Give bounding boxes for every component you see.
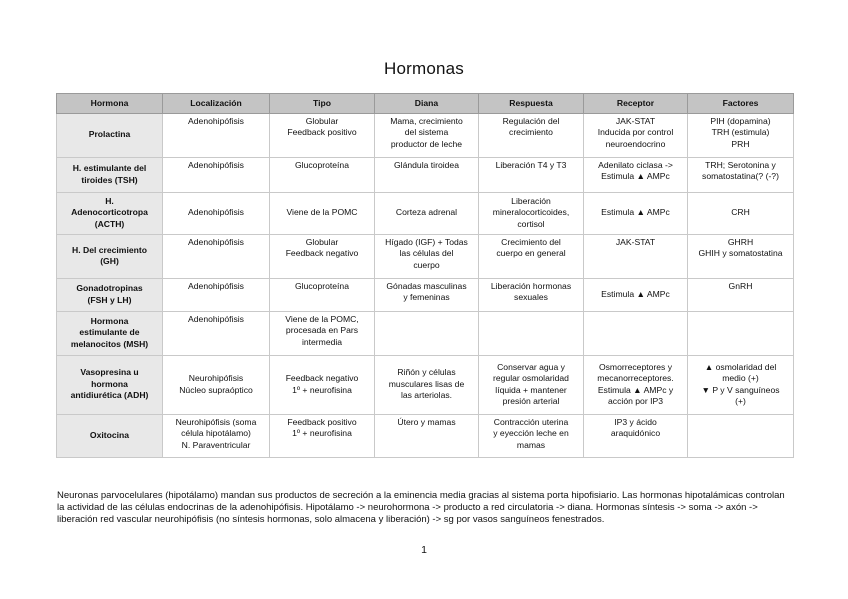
hormone-name-cell <box>57 158 163 193</box>
cell-line: mamas <box>516 439 546 450</box>
cell-line: Hígado (IGF) + Todas <box>385 237 468 247</box>
cell-line: presión arterial <box>502 395 560 406</box>
cell-line: PRH <box>731 138 750 149</box>
cell-line: Estimula ▲ AMPc y <box>597 384 674 395</box>
localizacion-cell <box>163 158 270 193</box>
receptor-cell <box>584 279 688 312</box>
cell-line: (GH) <box>100 256 119 266</box>
cell-line: Globular <box>305 116 339 126</box>
diana-cell <box>375 114 479 158</box>
cell-line: Feedback negativo <box>285 248 359 259</box>
cell-line: Regulación del <box>502 116 560 126</box>
cell-line: neuroendocrino <box>605 138 666 149</box>
cell-line: estimulante de <box>79 327 140 338</box>
cell-line: líquida + mantener <box>495 384 567 395</box>
cell-line: del sistema <box>404 127 449 138</box>
cell-line: cuerpo <box>413 259 440 270</box>
table-row <box>57 158 794 193</box>
cell-line: Mama, crecimiento <box>390 116 463 126</box>
cell-line: JAK-STAT <box>615 237 656 247</box>
cell-line: (+) <box>735 395 746 406</box>
cell-line: hormona <box>91 378 128 389</box>
diana-cell <box>375 312 479 356</box>
cell-line: sexuales <box>514 292 548 303</box>
cell-line: antidiurética (ADH) <box>70 390 149 401</box>
cell-line: PIH (dopamina) <box>710 116 771 126</box>
table-row <box>57 312 794 356</box>
cell-line: JAK-STAT <box>615 116 656 126</box>
receptor-cell <box>584 312 688 356</box>
respuesta-cell <box>479 312 584 356</box>
tipo-cell <box>270 114 375 158</box>
cell-line: crecimiento <box>509 127 553 138</box>
column-header-diana: Diana <box>375 94 479 114</box>
cell-line: araquidónico <box>610 428 661 439</box>
cell-line: (FSH y LH) <box>87 294 132 305</box>
table-header-row <box>57 94 794 114</box>
cell-line: 1º + neurofisina <box>292 384 352 395</box>
cell-line: Útero y mamas <box>397 417 456 427</box>
cell-line: Liberación <box>511 195 551 206</box>
tipo-cell <box>270 415 375 458</box>
table-row <box>57 279 794 312</box>
cell-line: GnRH <box>728 281 753 291</box>
column-header-factores: Factores <box>688 94 794 114</box>
table-row <box>57 415 794 458</box>
respuesta-cell <box>479 158 584 193</box>
cell-line: procesada en Pars <box>285 325 359 336</box>
cell-line: Prolactina <box>88 129 131 140</box>
cell-line: Glándula tiroidea <box>394 160 459 170</box>
respuesta-cell <box>479 114 584 158</box>
cell-line: cuerpo en general <box>496 248 566 259</box>
localizacion-cell <box>163 312 270 356</box>
hormone-name-cell <box>57 114 163 158</box>
cell-line: GHIH y somatostatina <box>698 248 783 259</box>
column-header-hormona: Hormona <box>57 94 163 114</box>
column-header-receptor: Receptor <box>584 94 688 114</box>
diana-cell <box>375 235 479 279</box>
cell-line: Crecimiento del <box>501 237 561 247</box>
cell-line: H. <box>105 195 114 206</box>
cell-line: Feedback positivo <box>287 127 357 138</box>
cell-line: Conservar agua y <box>497 361 565 372</box>
cell-line: y femeninas <box>403 292 450 303</box>
cell-line: tiroides (TSH) <box>81 174 138 185</box>
cell-line: Feedback positivo <box>287 417 357 427</box>
cell-line: Adenocorticotropa <box>71 207 148 218</box>
cell-line: 1º + neurofisina <box>292 428 352 439</box>
cell-line: Adenohipófisis <box>188 160 244 170</box>
cell-line: Gónadas masculinas <box>386 281 467 291</box>
cell-line: Contracción uterina <box>493 417 569 427</box>
cell-line: Liberación hormonas <box>490 281 572 291</box>
cell-line: (ACTH) <box>94 218 125 229</box>
cell-line: Feedback negativo <box>285 373 359 384</box>
factores-cell <box>688 158 794 193</box>
respuesta-cell <box>479 193 584 235</box>
tipo-cell <box>270 193 375 235</box>
cell-line: Osmorreceptores y <box>598 361 673 372</box>
factores-cell <box>688 356 794 415</box>
cell-line: GHRH <box>727 237 754 247</box>
localizacion-cell <box>163 193 270 235</box>
hormone-name-cell <box>57 193 163 235</box>
receptor-cell <box>584 356 688 415</box>
cell-line: CRH <box>731 207 750 218</box>
cell-line: Oxitocina <box>89 429 130 440</box>
cell-line: Estimula ▲ AMPc <box>601 171 670 182</box>
respuesta-cell <box>479 356 584 415</box>
diana-cell <box>375 193 479 235</box>
cell-line: Adenohipófisis <box>188 116 244 126</box>
cell-line: Gonadotropinas <box>76 283 143 294</box>
respuesta-cell <box>479 235 584 279</box>
table-row <box>57 114 794 158</box>
tipo-cell <box>270 235 375 279</box>
hormones-table <box>56 93 794 458</box>
cell-line: Adenohipófisis <box>188 281 244 291</box>
cell-line: Glucoproteína <box>295 160 349 170</box>
column-header-tipo: Tipo <box>270 94 375 114</box>
cell-line: Glucoproteína <box>295 281 349 291</box>
cell-line: mineralocorticoides, <box>492 207 570 218</box>
receptor-cell <box>584 193 688 235</box>
localizacion-cell <box>163 415 270 458</box>
cell-line: las arteriolas. <box>400 390 453 401</box>
factores-cell <box>688 235 794 279</box>
cell-line: Globular <box>305 237 339 247</box>
cell-line: N. Paraventricular <box>181 439 251 450</box>
hormone-name-cell <box>57 415 163 458</box>
receptor-cell <box>584 235 688 279</box>
cell-line: medio (+) <box>722 373 759 384</box>
receptor-cell <box>584 158 688 193</box>
diana-cell <box>375 356 479 415</box>
respuesta-cell <box>479 279 584 312</box>
factores-cell <box>688 193 794 235</box>
diana-cell <box>375 279 479 312</box>
cell-line: regular osmolaridad <box>493 373 569 384</box>
cell-line: cortisol <box>517 218 545 229</box>
hormone-name-cell <box>57 356 163 415</box>
page-number: 1 <box>421 544 427 556</box>
cell-line: somatostatina(? (-?) <box>702 171 779 182</box>
cell-line: productor de leche <box>390 138 463 149</box>
tipo-cell <box>270 356 375 415</box>
cell-line: TRH; Serotonina y <box>705 160 776 170</box>
cell-line: Adenilato ciclasa -> <box>598 160 673 170</box>
factores-cell <box>688 312 794 356</box>
cell-line: Riñón y células <box>397 367 456 378</box>
cell-line: intermedia <box>301 336 343 347</box>
receptor-cell <box>584 415 688 458</box>
cell-line: melanocitos (MSH) <box>70 338 149 349</box>
cell-line: Neurohipófisis <box>188 373 244 384</box>
footer-paragraph: Neuronas parvocelulares (hipotálamo) mandan sus productos de secreción a la eminencia media gracias al sistema porta hipofisiario. Las hormonas hipotalámicas controlan la actividad de las células endocrinas de la adenohipófisis. Hipotálamo -> neurohormona -> producto a red circulatoria -> diana. Hormonas síntesis -> soma -> axón -> liberación red vascular neurohipófisis (no síntesis hormonas, solo almacena y liberación) -> sg por vasos sanguíneos fenestrados. <box>57 490 785 525</box>
diana-cell <box>375 415 479 458</box>
page-title: Hormonas <box>383 59 465 78</box>
cell-line: IP3 y ácido <box>614 417 657 427</box>
factores-cell <box>688 415 794 458</box>
localizacion-cell <box>163 235 270 279</box>
cell-line: y eyección leche en <box>493 428 569 439</box>
cell-line: Neurohipófisis (soma <box>175 417 257 427</box>
cell-line: Adenohipófisis <box>188 207 244 218</box>
cell-line: TRH (estimula) <box>711 127 770 138</box>
hormone-name-cell <box>57 279 163 312</box>
respuesta-cell <box>479 415 584 458</box>
cell-line: musculares lisas de <box>388 378 465 389</box>
cell-line: Adenohipófisis <box>188 314 244 324</box>
localizacion-cell <box>163 114 270 158</box>
cell-line: Estimula ▲ AMPc <box>601 207 670 218</box>
cell-line: Vasopresina u <box>80 367 139 378</box>
cell-line: ▲ osmolaridad del <box>704 361 777 372</box>
cell-line: Adenohipófisis <box>188 237 244 247</box>
cell-line: Núcleo supraóptico <box>179 384 253 395</box>
column-header-respuesta: Respuesta <box>479 94 584 114</box>
hormone-name-cell <box>57 235 163 279</box>
diana-cell <box>375 158 479 193</box>
cell-line: las células del <box>399 248 454 259</box>
hormone-name-cell <box>57 312 163 356</box>
cell-line: Estimula ▲ AMPc <box>601 288 670 299</box>
cell-line: H. estimulante del <box>72 163 147 174</box>
factores-cell <box>688 114 794 158</box>
cell-line: H. Del crecimiento <box>72 244 147 255</box>
cell-line: ▼ P y V sanguíneos <box>701 384 780 395</box>
localizacion-cell <box>163 279 270 312</box>
table-row <box>57 235 794 279</box>
tipo-cell <box>270 312 375 356</box>
tipo-cell <box>270 158 375 193</box>
factores-cell <box>688 279 794 312</box>
cell-line: Inducida por control <box>597 127 674 138</box>
cell-line: acción por IP3 <box>608 395 663 406</box>
cell-line: mecanorreceptores. <box>597 373 674 384</box>
table-row <box>57 193 794 235</box>
cell-line: Viene de la POMC <box>286 207 358 218</box>
receptor-cell <box>584 114 688 158</box>
localizacion-cell <box>163 356 270 415</box>
cell-line: célula hipotálamo) <box>181 428 251 439</box>
tipo-cell <box>270 279 375 312</box>
table-body <box>57 114 794 458</box>
cell-line: Hormona <box>90 315 129 326</box>
table-row <box>57 356 794 415</box>
cell-line: Liberación T4 y T3 <box>495 160 567 170</box>
column-header-localizacion: Localización <box>163 94 270 114</box>
cell-line: Viene de la POMC, <box>285 314 359 324</box>
cell-line: Corteza adrenal <box>395 207 458 218</box>
